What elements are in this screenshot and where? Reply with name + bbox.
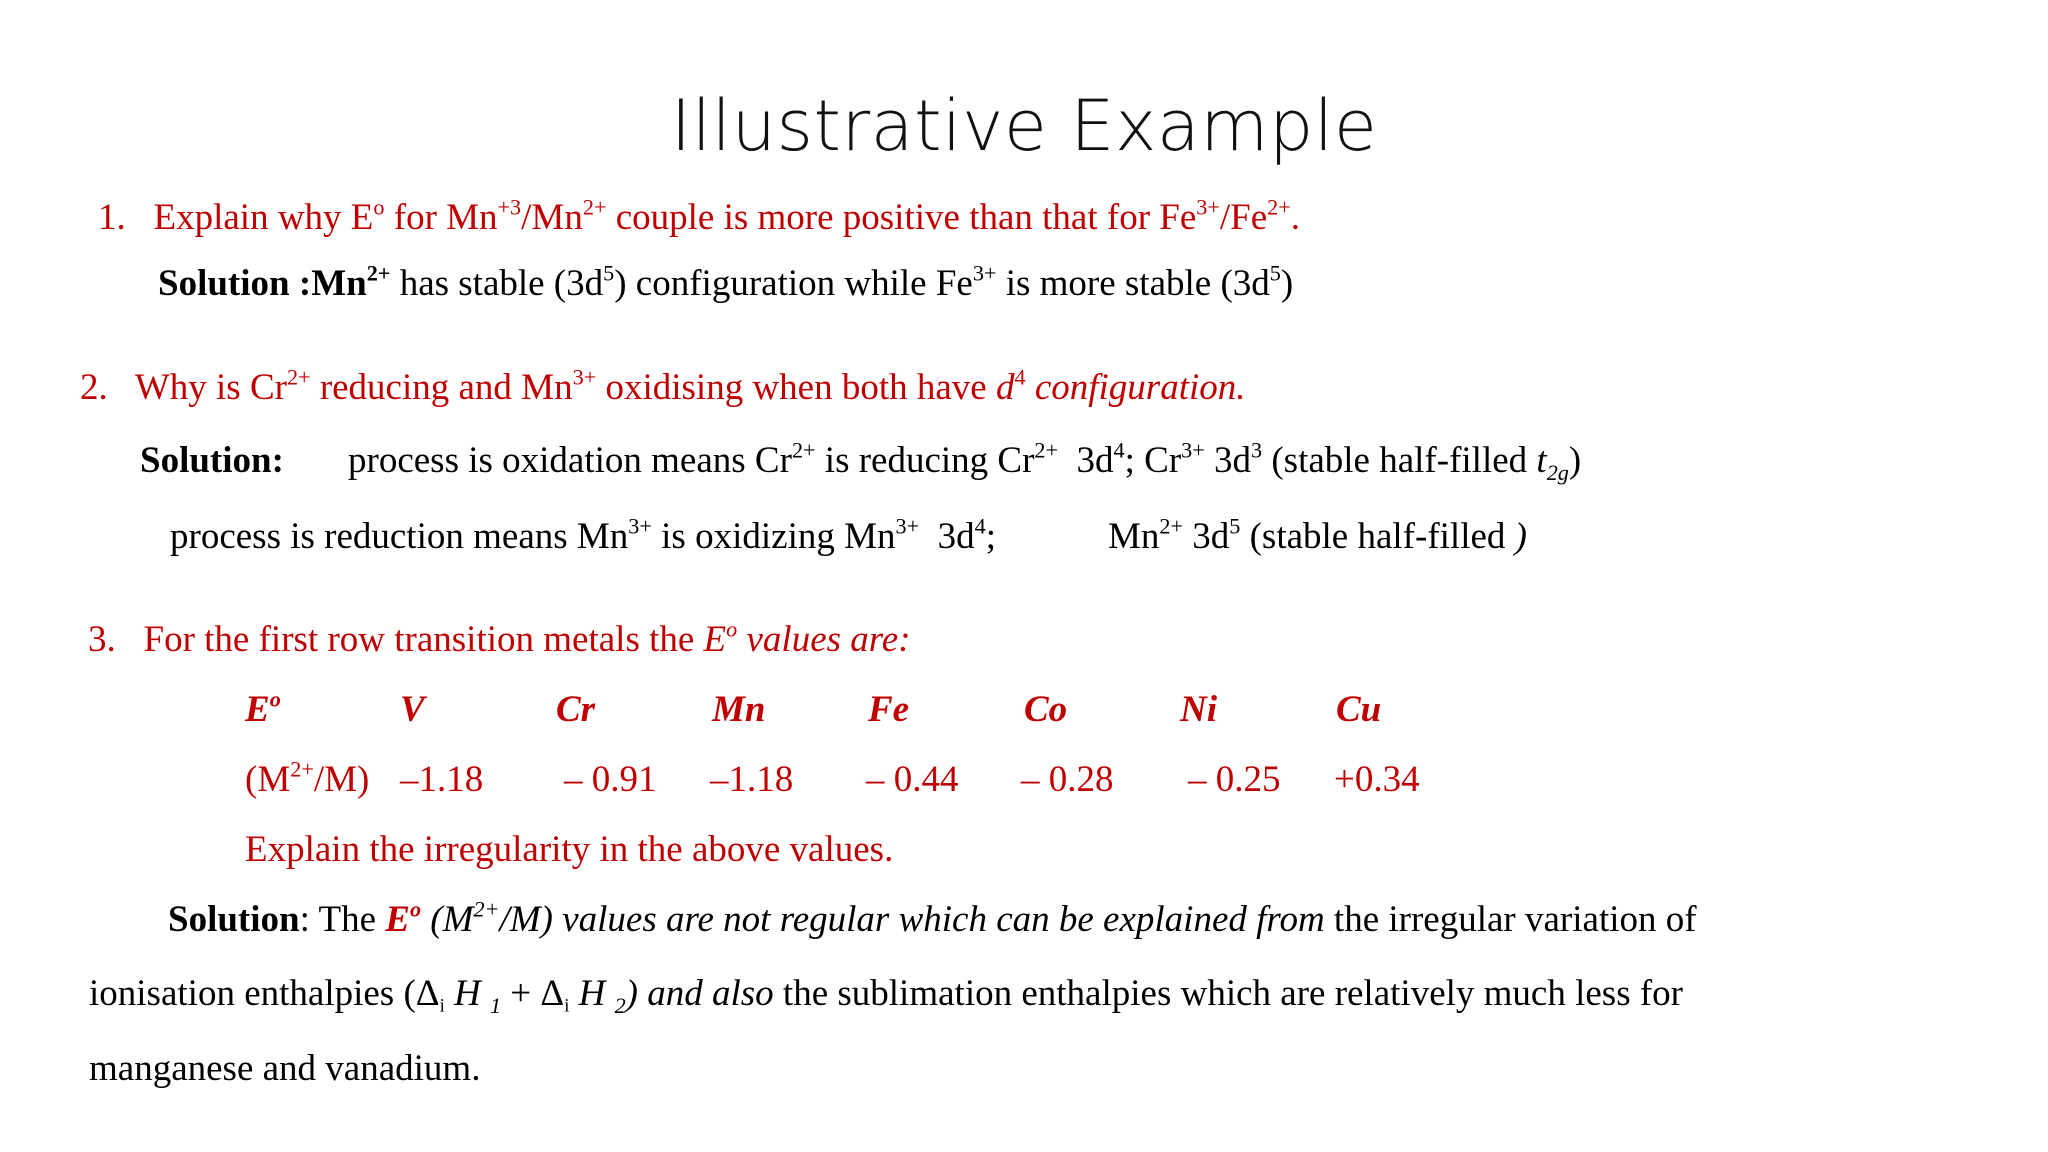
solution-text: Mn bbox=[311, 263, 367, 304]
solution-2-line-2 bbox=[170, 515, 996, 558]
solution-text: ; bbox=[985, 516, 996, 557]
solution-text: process is oxidation means Cr bbox=[348, 440, 792, 481]
table-header-cell: Co bbox=[1024, 689, 1068, 730]
solution-text: 3d bbox=[1204, 440, 1252, 481]
q1-text: for Mn bbox=[384, 197, 498, 238]
solution-label: Solution : bbox=[158, 263, 312, 304]
page-title: Illustrative Example bbox=[670, 85, 1378, 167]
solution-text: /M) values are not regular which can be explained from bbox=[499, 899, 1325, 940]
solution-text: the irregular variation of bbox=[1324, 899, 1697, 940]
charge-superscript: 3+ bbox=[1181, 437, 1205, 463]
solution-text: + Δ bbox=[501, 973, 565, 1014]
charge-superscript: 2+ bbox=[1034, 437, 1059, 463]
q1-text: /Mn bbox=[521, 197, 583, 238]
electron-superscript: 5 bbox=[1229, 513, 1241, 539]
solution-text: has stable (3d bbox=[390, 263, 604, 304]
charge-superscript: 2+ bbox=[582, 194, 607, 220]
solution-text: 3d bbox=[1183, 516, 1230, 557]
ionisation-subscript: i bbox=[439, 996, 445, 1017]
q2-text: configuration. bbox=[1025, 367, 1246, 408]
solution-label: Solution: bbox=[140, 440, 284, 481]
solution-text: Mn bbox=[1108, 516, 1160, 557]
q3-explain: Explain the irregularity in the above values. bbox=[245, 829, 894, 870]
table-value-cell: –1.18 bbox=[400, 759, 484, 800]
table-header-cell: V bbox=[400, 689, 425, 730]
q3-text: values are: bbox=[737, 619, 911, 660]
charge-superscript: 2+ bbox=[1159, 513, 1184, 539]
solution-1 bbox=[158, 262, 1293, 305]
charge-superscript: 3+ bbox=[972, 260, 997, 286]
degree-superscript: o bbox=[409, 896, 422, 922]
solution-text: 3d bbox=[919, 516, 975, 557]
table-value-cell: – 0.91 bbox=[564, 759, 657, 800]
solution-3-line-1 bbox=[168, 898, 1697, 941]
solution-text: the sublimation enthalpies which are relatively much less for bbox=[773, 973, 1683, 1014]
solution-text: ) configuration while Fe bbox=[614, 263, 973, 304]
q2-text: d bbox=[995, 367, 1015, 408]
charge-superscript: 3+ bbox=[1196, 194, 1220, 220]
charge-superscript: 2+ bbox=[473, 896, 500, 922]
solution-text: ) bbox=[1280, 263, 1294, 304]
charge-superscript: +3 bbox=[497, 194, 522, 220]
ionisation-subscript: i bbox=[564, 996, 570, 1017]
table-header-cell: Cu bbox=[1336, 689, 1382, 730]
charge-superscript: 3+ bbox=[572, 364, 597, 390]
solution-text: process is reduction means Mn bbox=[170, 516, 629, 557]
table-header-cell: Mn bbox=[712, 689, 766, 730]
question-number: 1. bbox=[98, 197, 126, 238]
solution-text: H bbox=[569, 973, 606, 1014]
solution-text: : The bbox=[299, 899, 386, 940]
electron-superscript: 4 bbox=[974, 513, 986, 539]
table-header-e: $E^o$ bbox=[245, 686, 281, 730]
solution-text: (stable half-filled bbox=[1262, 440, 1537, 481]
orbital-subscript: 2g bbox=[1546, 459, 1569, 485]
solution-text: ) bbox=[1568, 440, 1582, 481]
solution-text: ) bbox=[1514, 516, 1527, 557]
solution-text: H bbox=[444, 973, 481, 1014]
charge-superscript: 2+ bbox=[366, 260, 391, 286]
solution-3-line-3: manganese and vanadium. bbox=[89, 1048, 481, 1089]
charge-superscript: 3+ bbox=[895, 513, 920, 539]
solution-text: 3d bbox=[1058, 440, 1114, 481]
solution-text: is reducing Cr bbox=[815, 440, 1035, 481]
table-header-cell: Cr bbox=[556, 689, 596, 730]
table-header-cell: Ni bbox=[1180, 689, 1217, 730]
solution-text: t bbox=[1536, 440, 1547, 481]
table-value-cell: +0.34 bbox=[1334, 759, 1420, 800]
question-1 bbox=[98, 196, 1300, 239]
solution-text: ) and also bbox=[625, 973, 774, 1014]
table-value-cell: – 0.28 bbox=[1021, 759, 1114, 800]
question-3 bbox=[88, 618, 911, 661]
q3-text: For the first row transition metals the bbox=[143, 619, 704, 660]
question-number: 3. bbox=[88, 619, 116, 660]
table-value-cell: – 0.25 bbox=[1188, 759, 1281, 800]
electron-superscript: 4 bbox=[1113, 437, 1125, 463]
question-2 bbox=[80, 366, 1246, 409]
table-value-cell: – 0.44 bbox=[866, 759, 959, 800]
solution-text: E bbox=[385, 899, 410, 940]
degree-superscript: o bbox=[726, 616, 738, 642]
q1-text: /Fe bbox=[1219, 197, 1268, 238]
table-row-label: $(M^{2+}/M)$ bbox=[245, 756, 370, 800]
enthalpy-subscript: 2 bbox=[614, 992, 626, 1018]
electron-superscript: 5 bbox=[1269, 260, 1281, 286]
charge-superscript: 2+ bbox=[1267, 194, 1291, 220]
q2-text: Why is Cr bbox=[134, 367, 287, 408]
q2-text: reducing and Mn bbox=[310, 367, 573, 408]
q1-text: Explain why E bbox=[153, 197, 374, 238]
solution-text: is more stable (3d bbox=[996, 263, 1270, 304]
q3-text: E bbox=[703, 619, 727, 660]
electron-superscript: 4 bbox=[1014, 364, 1026, 390]
electron-superscript: 5 bbox=[603, 260, 615, 286]
charge-superscript: 2+ bbox=[286, 364, 311, 390]
electron-superscript: 3 bbox=[1251, 437, 1263, 463]
solution-2-label bbox=[140, 439, 284, 482]
table-value-cell: –1.18 bbox=[710, 759, 794, 800]
enthalpy-subscript: 1 bbox=[489, 992, 502, 1018]
solution-label: Solution bbox=[168, 899, 300, 940]
q1-text: . bbox=[1290, 197, 1301, 238]
solution-text: ionisation enthalpies (Δ bbox=[89, 973, 440, 1014]
solution-text: is oxidizing Mn bbox=[651, 516, 896, 557]
charge-superscript: 3+ bbox=[628, 513, 652, 539]
solution-text: (M bbox=[421, 899, 474, 940]
table-header-cell: Fe bbox=[868, 689, 910, 730]
degree-superscript: o bbox=[373, 194, 385, 220]
question-number: 2. bbox=[80, 367, 108, 408]
solution-2-line-1 bbox=[348, 437, 1582, 485]
q2-text: oxidising when both have bbox=[596, 367, 996, 408]
solution-text: ; Cr bbox=[1124, 440, 1182, 481]
solution-text: (stable half-filled bbox=[1240, 516, 1515, 557]
solution-3-line-2 bbox=[89, 972, 1683, 1018]
charge-superscript: 2+ bbox=[791, 437, 816, 463]
q1-text: couple is more positive than that for Fe bbox=[606, 197, 1197, 238]
solution-2-line-2b bbox=[1108, 515, 1527, 558]
